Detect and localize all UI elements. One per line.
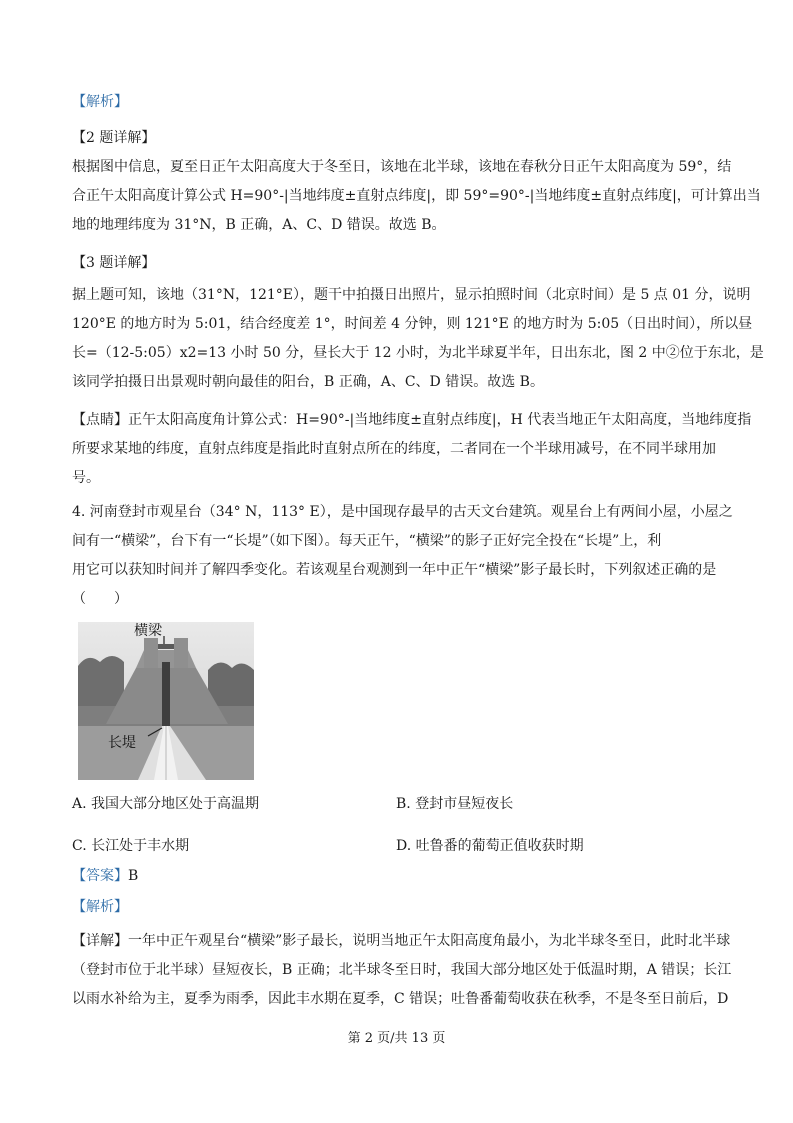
detail-text: 一年中正午观星台“横梁”影子最长，说明当地正午太阳高度角最小，为北半球冬至日，此时北半球	[128, 933, 731, 949]
q3-line: 120°E 的地方时为 5:01，结合经度差 1°，时间差 4 分钟，则 121°E 的地方时为 5:05（日出时间），所以昼	[72, 316, 753, 332]
answer-tag: 【答案】	[72, 868, 128, 884]
q4-line: （ ）	[72, 591, 128, 607]
key-point-text: 正午太阳高度角计算公式：H=90°-|当地纬度±直射点纬度|，H 代表当地正午太阳高度，当地纬度指	[128, 412, 752, 428]
key-point-tag: 【点睛】	[72, 412, 128, 428]
key-point-line	[72, 406, 752, 435]
q3-header: 【3 题详解】	[72, 255, 156, 271]
key-point-line: 号。	[72, 470, 100, 486]
answer-value: B	[128, 868, 139, 884]
q4-line: 用它可以获知时间并了解四季变化。若该观星台观测到一年中正午“横梁”影子最长时，下列叙述正确的是	[72, 562, 717, 578]
answer-line	[72, 862, 724, 891]
analysis-heading: 【解析】	[72, 94, 128, 110]
option-b: B. 登封市昼短夜长	[396, 796, 514, 812]
q3-line: 据上题可知，该地（31°N，121°E），题干中拍摄日出照片，显示拍照时间（北京时间）是 5 点 01 分，说明	[72, 287, 751, 303]
q4-line: 间有一“横梁”，台下有一“长堤”（如下图）。每天正午，“横梁”的影子正好完全投在“长堤”上，利	[72, 533, 662, 549]
observatory-photo	[78, 622, 254, 780]
detail-tag: 【详解】	[72, 933, 128, 949]
option-a: A. 我国大部分地区处于高温期	[72, 796, 260, 812]
q3-line: 该同学拍摄日出景观时朝向最佳的阳台，B 正确，A、C、D 错误。故选 B。	[72, 374, 544, 390]
q2-line: 合正午太阳高度计算公式 H=90°-|当地纬度±直射点纬度|，即 59°=90°-|当地纬度±直射点纬度|，可计算出当	[72, 188, 761, 204]
figure-label-crossbeam: 横梁	[134, 623, 162, 639]
q2-body	[72, 153, 761, 240]
detail-line: 以雨水补给为主，夏季为雨季，因此丰水期在夏季，C 错误；吐鲁番葡萄收获在秋季，不是冬至日前后，D	[72, 991, 729, 1007]
q3-line: 长=（12-5:05）x2=13 小时 50 分，昼长大于 12 小时，为北半球夏半年，日出东北，图 2 中②位于东北，是	[72, 345, 764, 361]
q4-line: 4. 河南登封市观星台（34° N，113° E），是中国现存最早的古天文台建筑。观星台上有两间小屋，小屋之	[72, 504, 733, 520]
question-4-stem	[72, 498, 733, 614]
q2-header: 【2 题详解】	[72, 130, 156, 146]
analysis-heading-2: 【解析】	[72, 899, 128, 915]
detail-line: （登封市位于北半球）昼短夜长，B 正确；北半球冬至日时，我国大部分地区处于低温时期，A 错误；长江	[72, 962, 732, 978]
detail-line	[72, 927, 731, 956]
figure-label-long-dike: 长堤	[108, 735, 136, 751]
option-d: D. 吐鲁番的葡萄正值收获时期	[396, 838, 584, 854]
q3-body	[72, 281, 764, 397]
q2-line: 地的地理纬度为 31°N，B 正确，A、C、D 错误。故选 B。	[72, 217, 446, 233]
q4-detail	[72, 927, 732, 1014]
key-point	[72, 406, 752, 493]
key-point-line: 所要求某地的纬度，直射点纬度是指此时直射点所在的纬度，二者同在一个半球用减号，在不同半球用加	[72, 441, 716, 457]
option-c: C. 长江处于丰水期	[72, 838, 190, 854]
q2-line: 根据图中信息，夏至日正午太阳高度大于冬至日，该地在北半球，该地在春秋分日正午太阳高度为 59°，结	[72, 159, 732, 175]
page-footer: 第 2 页/共 13 页	[347, 1031, 446, 1046]
